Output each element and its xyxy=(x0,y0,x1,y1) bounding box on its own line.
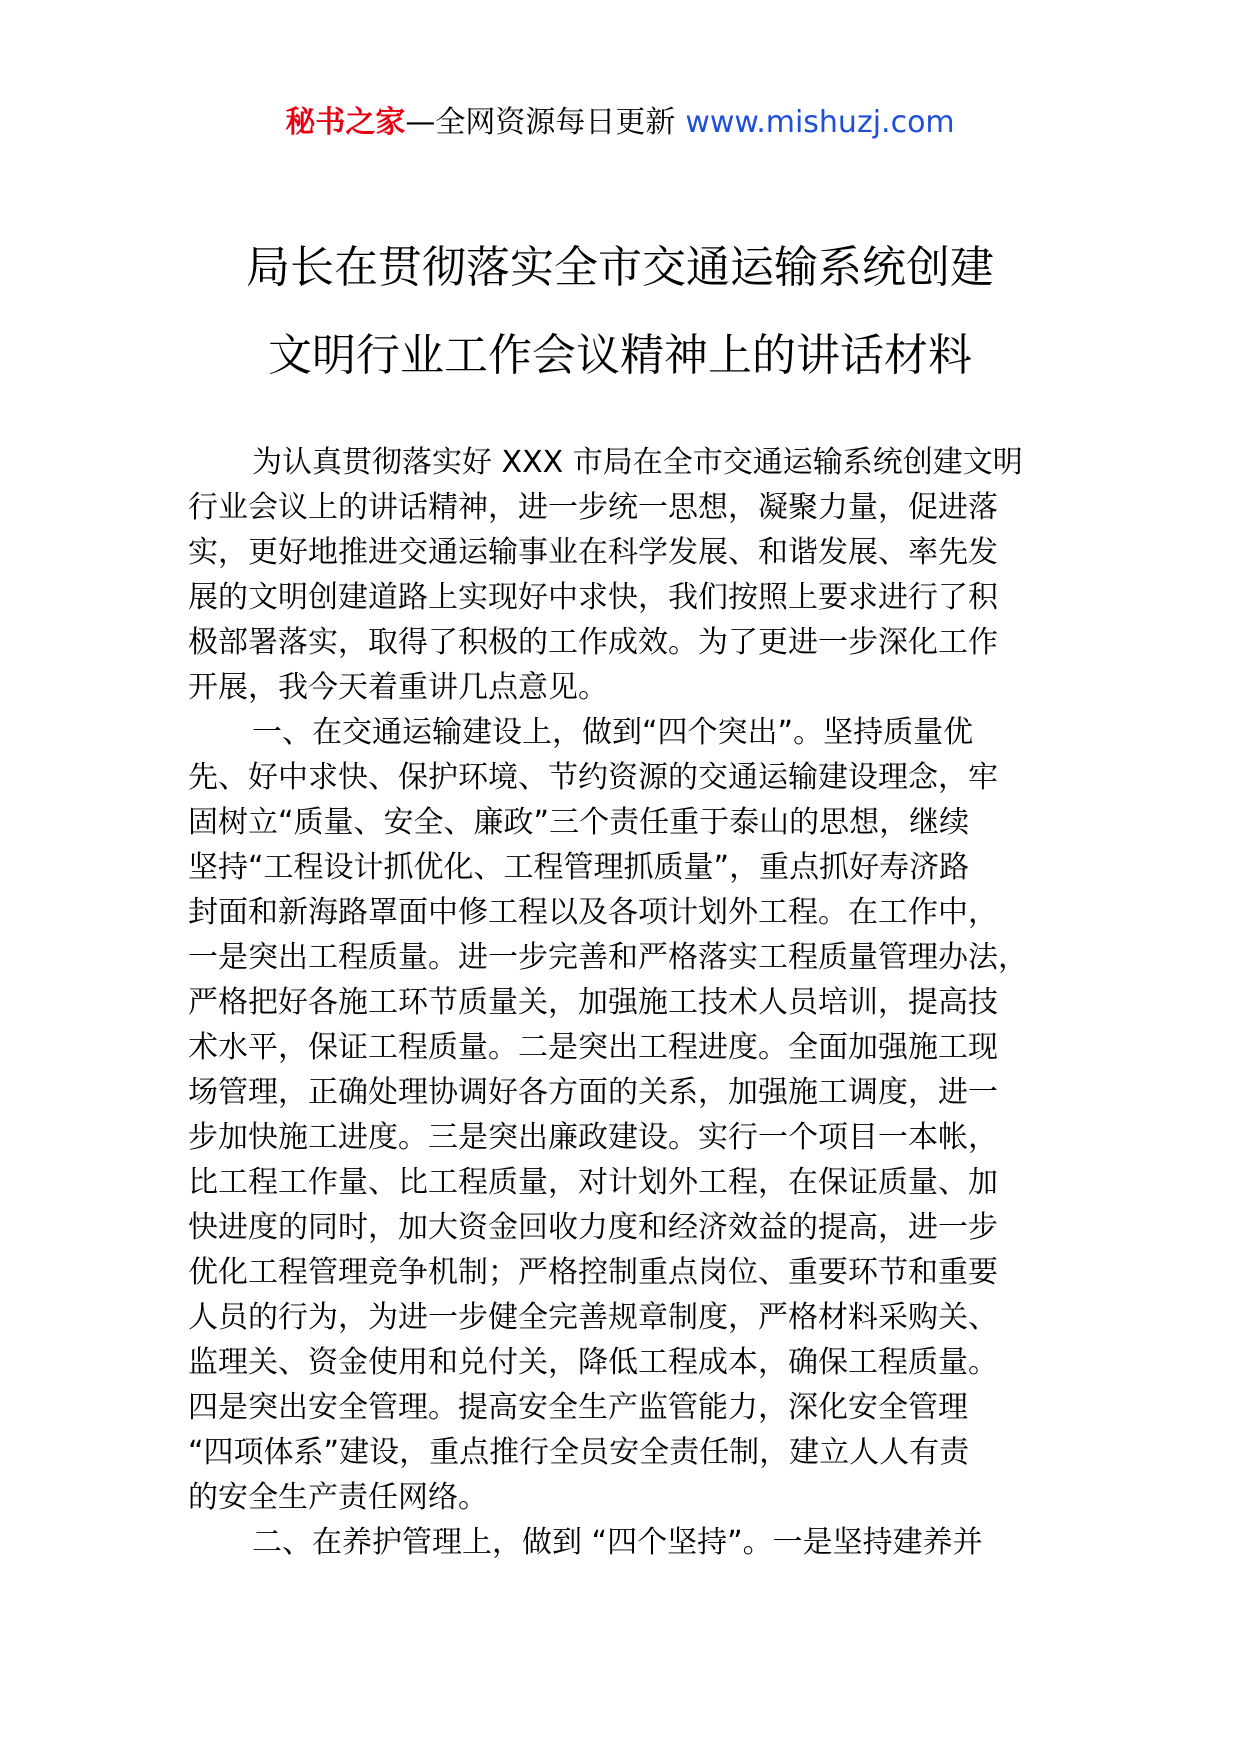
body-line: 固树立“质量、安全、廉政”三个责任重于泰山的思想，继续 xyxy=(188,805,970,840)
document-title xyxy=(0,224,1240,400)
body-line: 先、好中求快、保护环境、节约资源的交通运输建设理念，牢 xyxy=(188,760,998,795)
body-line: 一是突出工程质量。进一步完善和严格落实工程质量管理办法， xyxy=(188,940,1028,975)
body-line: 步加快施工进度。三是突出廉政建设。实行一个项目一本帐， xyxy=(188,1120,998,1155)
body-line: 四是突出安全管理。提高安全生产监管能力，深化安全管理 xyxy=(188,1390,968,1425)
body-line: 监理关、资金使用和兑付关，降低工程成本，确保工程质量。 xyxy=(188,1345,998,1380)
body-line: “四项体系”建设，重点推行全员安全责任制，建立人人有责 xyxy=(188,1435,970,1470)
body-line: 一、在交通运输建设上，做到“四个突出”。坚持质量优 xyxy=(252,715,974,750)
body-line: 实，更好地推进交通运输事业在科学发展、和谐发展、率先发 xyxy=(188,535,998,570)
header-brand: 秘书之家 xyxy=(285,105,406,140)
title-line-1: 局长在贯彻落实全市交通运输系统创建 xyxy=(246,242,994,293)
body-line: 坚持“工程设计抓优化、工程管理抓质量”，重点抓好寿济路 xyxy=(188,850,970,885)
body-line: 二、在养护管理上，做到 “四个坚持”。一是坚持建养并 xyxy=(252,1525,983,1560)
body-line: 为认真贯彻落实好 XXX 市局在全市交通运输系统创建文明 xyxy=(252,445,1023,480)
body-line: 封面和新海路罩面中修工程以及各项计划外工程。在工作中， xyxy=(188,895,998,930)
body-line: 场管理，正确处理协调好各方面的关系，加强施工调度，进一 xyxy=(188,1075,998,1110)
title-line-2: 文明行业工作会议精神上的讲话材料 xyxy=(268,330,972,381)
body-line: 术水平，保证工程质量。二是突出工程进度。全面加强施工现 xyxy=(188,1030,998,1065)
header-tagline: —全网资源每日更新 xyxy=(405,105,676,140)
document-body xyxy=(188,440,1068,1565)
body-line: 人员的行为，为进一步健全完善规章制度，严格材料采购关、 xyxy=(188,1300,998,1335)
body-line: 极部署落实，取得了积极的工作成效。为了更进一步深化工作 xyxy=(188,625,998,660)
body-line: 的安全生产责任网络。 xyxy=(188,1480,488,1515)
page-header xyxy=(0,103,1240,143)
body-line: 行业会议上的讲话精神，进一步统一思想，凝聚力量，促进落 xyxy=(188,490,998,525)
body-line: 展的文明创建道路上实现好中求快，我们按照上要求进行了积 xyxy=(188,580,998,615)
body-line: 优化工程管理竞争机制；严格控制重点岗位、重要环节和重要 xyxy=(188,1255,998,1290)
body-line: 开展，我今天着重讲几点意见。 xyxy=(188,670,608,705)
header-url-link[interactable]: www.mishuzj.com xyxy=(685,105,955,140)
body-line: 快进度的同时，加大资金回收力度和经济效益的提高，进一步 xyxy=(188,1210,998,1245)
body-line: 严格把好各施工环节质量关，加强施工技术人员培训，提高技 xyxy=(188,985,998,1020)
body-line: 比工程工作量、比工程质量，对计划外工程，在保证质量、加 xyxy=(188,1165,998,1200)
